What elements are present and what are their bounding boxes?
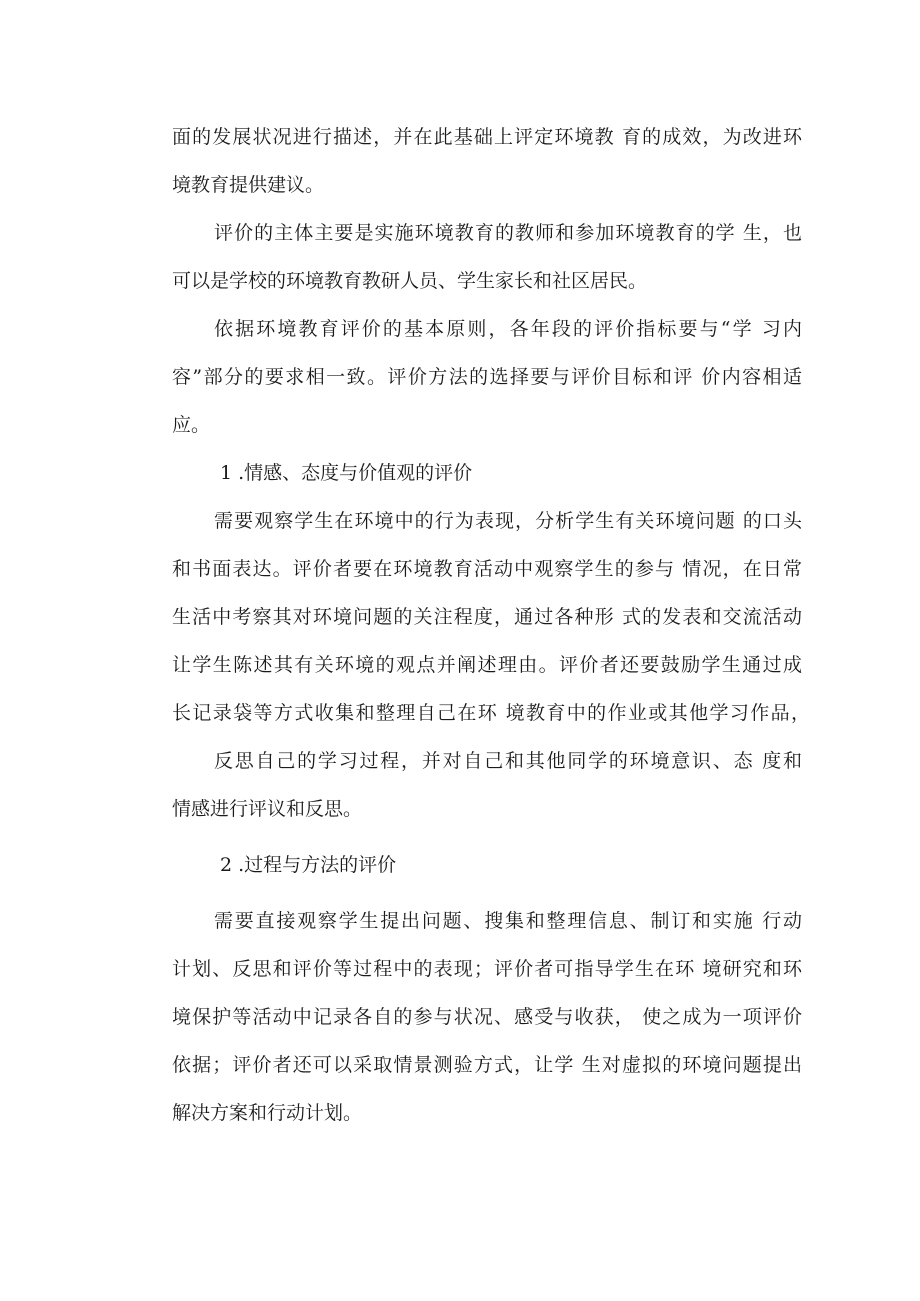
paragraph-line: 计划、反思和评价等过程中的表现；评价者可指导学生在环 境研究和环 <box>172 958 802 980</box>
paragraph-line: 依据环境教育评价的基本原则，各年段的评价指标要与“学 习内 <box>214 318 802 340</box>
paragraph-line: 可以是学校的环境教育教研人员、学生家长和社区居民。 <box>172 270 648 292</box>
paragraph-line: 境教育提供建议。 <box>172 174 325 196</box>
section-heading-2: 2 .过程与方法的评价 <box>220 854 397 876</box>
paragraph-line: 反思自己的学习过程，并对自己和其他同学的环境意识、态 度和 <box>214 750 802 772</box>
paragraph-line: 应。 <box>172 414 211 436</box>
paragraph-line: 解决方案和行动计划。 <box>172 1102 363 1124</box>
paragraph-line: 评价的主体主要是实施环境教育的教师和参加环境教育的学 生，也 <box>214 222 802 244</box>
paragraph-line: 境保护等活动中记录各自的参与状况、感受与收获， 使之成为一项评价 <box>172 1006 802 1028</box>
paragraph-line: 需要直接观察学生提出问题、搜集和整理信息、制订和实施 行动 <box>214 910 802 932</box>
paragraph-line: 需要观察学生在环境中的行为表现，分析学生有关环境问题 的口头 <box>214 510 802 532</box>
paragraph-line: 和书面表达。评价者要在环境教育活动中观察学生的参与 情况，在日常 <box>172 558 802 580</box>
paragraph-line: 情感进行评议和反思。 <box>172 798 363 820</box>
section-heading-1: 1 .情感、态度与价值观的评价 <box>220 462 473 484</box>
paragraph-line: 让学生陈述其有关环境的观点并阐述理由。评价者还要鼓励学生通过成 <box>172 654 802 676</box>
paragraph-line: 依据；评价者还可以采取情景测验方式，让学 生对虚拟的环境问题提出 <box>172 1054 802 1076</box>
paragraph-line: 面的发展状况进行描述，并在此基础上评定环境教 育的成效，为改进环 <box>172 126 802 148</box>
paragraph-line: 容”部分的要求相一致。评价方法的选择要与评价目标和评 价内容相适 <box>172 366 802 388</box>
paragraph-line: 生活中考察其对环境问题的关注程度，通过各种形 式的发表和交流活动 <box>172 606 802 628</box>
paragraph-line: 长记录袋等方式收集和整理自己在环 境教育中的作业或其他学习作品， <box>172 702 810 724</box>
